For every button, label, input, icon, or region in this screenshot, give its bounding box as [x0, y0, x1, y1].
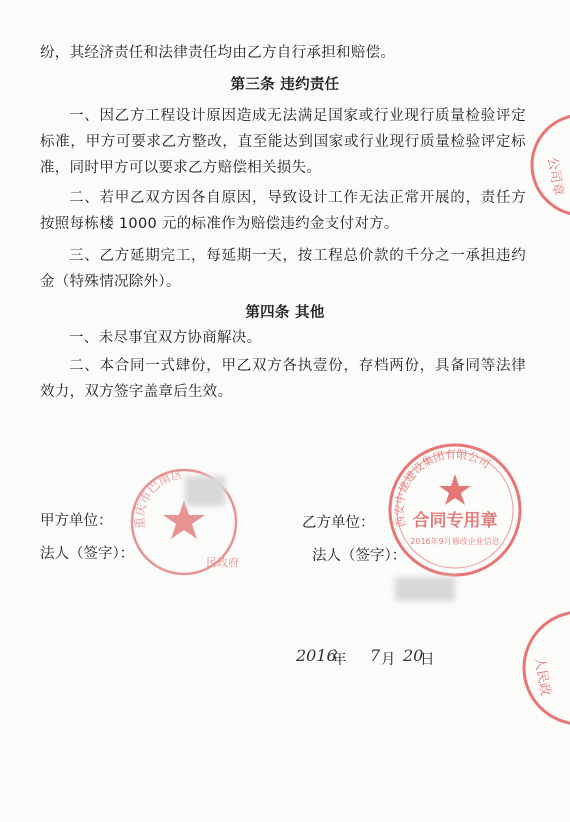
edge-seal-top — [520, 110, 570, 220]
edge-seal-top-text: 公司章 — [544, 156, 566, 198]
article-3-clause-2: 二、若甲乙双方因各自原因，导致设计工作无法正常开展的，责任方按照每栋楼 1000 元的标准作为赔偿违约金支付对方。 — [40, 190, 526, 232]
article-4-title: 第四条 其他 — [245, 305, 325, 321]
party-b-legal-label: 法人（签字）： — [312, 548, 407, 564]
article-3-clause-3: 三、乙方延期完工，每延期一天，按工程总价款的千分之一承担违约金（特殊情况除外）。 — [40, 248, 526, 290]
date-day-handwritten: 20 — [403, 646, 424, 665]
party-b-seal-title: 合同专用章 — [412, 511, 498, 531]
date-month-char: 月 — [381, 652, 396, 668]
party-a-label: 甲方单位： — [40, 513, 113, 529]
party-a-legal-label: 法人（签字）： — [40, 546, 135, 562]
party-b-seal-small-text: 2016年9月修改企业信息 — [410, 537, 500, 546]
star-icon — [439, 474, 471, 505]
party-a-seal-text: 重庆市巴南区 — [132, 467, 185, 530]
article-3-clause-1: 一、因乙方工程设计原因造成无法满足国家或行业现行质量检验评定标准，甲方可要求乙方整改，直至能达到国家或行业现行质量检验评定标准，同时甲方可以要求乙方赔偿相关损失。 — [40, 108, 526, 176]
date-year-char: 年 — [332, 652, 347, 668]
article-4-clause-1: 一、未尽事宜双方协商解决。 — [69, 330, 262, 346]
edge-seal-bottom — [505, 608, 570, 728]
party-b-seal-arc-text: 西安中建建设集团有限公司 — [392, 447, 493, 529]
redaction-blur-a — [185, 476, 225, 506]
date-year-handwritten: 2016 — [296, 646, 337, 665]
article-3-title: 第三条 违约责任 — [230, 77, 340, 93]
date-month-handwritten: 7 — [370, 646, 381, 665]
article-4-clause-2: 二、本合同一式肆份，甲乙双方各执壹份，存档两份，具备同等法律效力，双方签字盖章后生效。 — [40, 358, 526, 400]
date-day-char: 日 — [420, 652, 435, 668]
edge-seal-bottom-text: 人民政 — [531, 656, 553, 698]
party-a-seal-text-2: 民政府 — [206, 556, 239, 569]
redaction-blur-b — [395, 577, 455, 601]
continuation-line: 纷，其经济责任和法律责任均由乙方自行承担和赔偿。 — [40, 45, 396, 61]
party-b-label: 乙方单位： — [302, 515, 375, 531]
